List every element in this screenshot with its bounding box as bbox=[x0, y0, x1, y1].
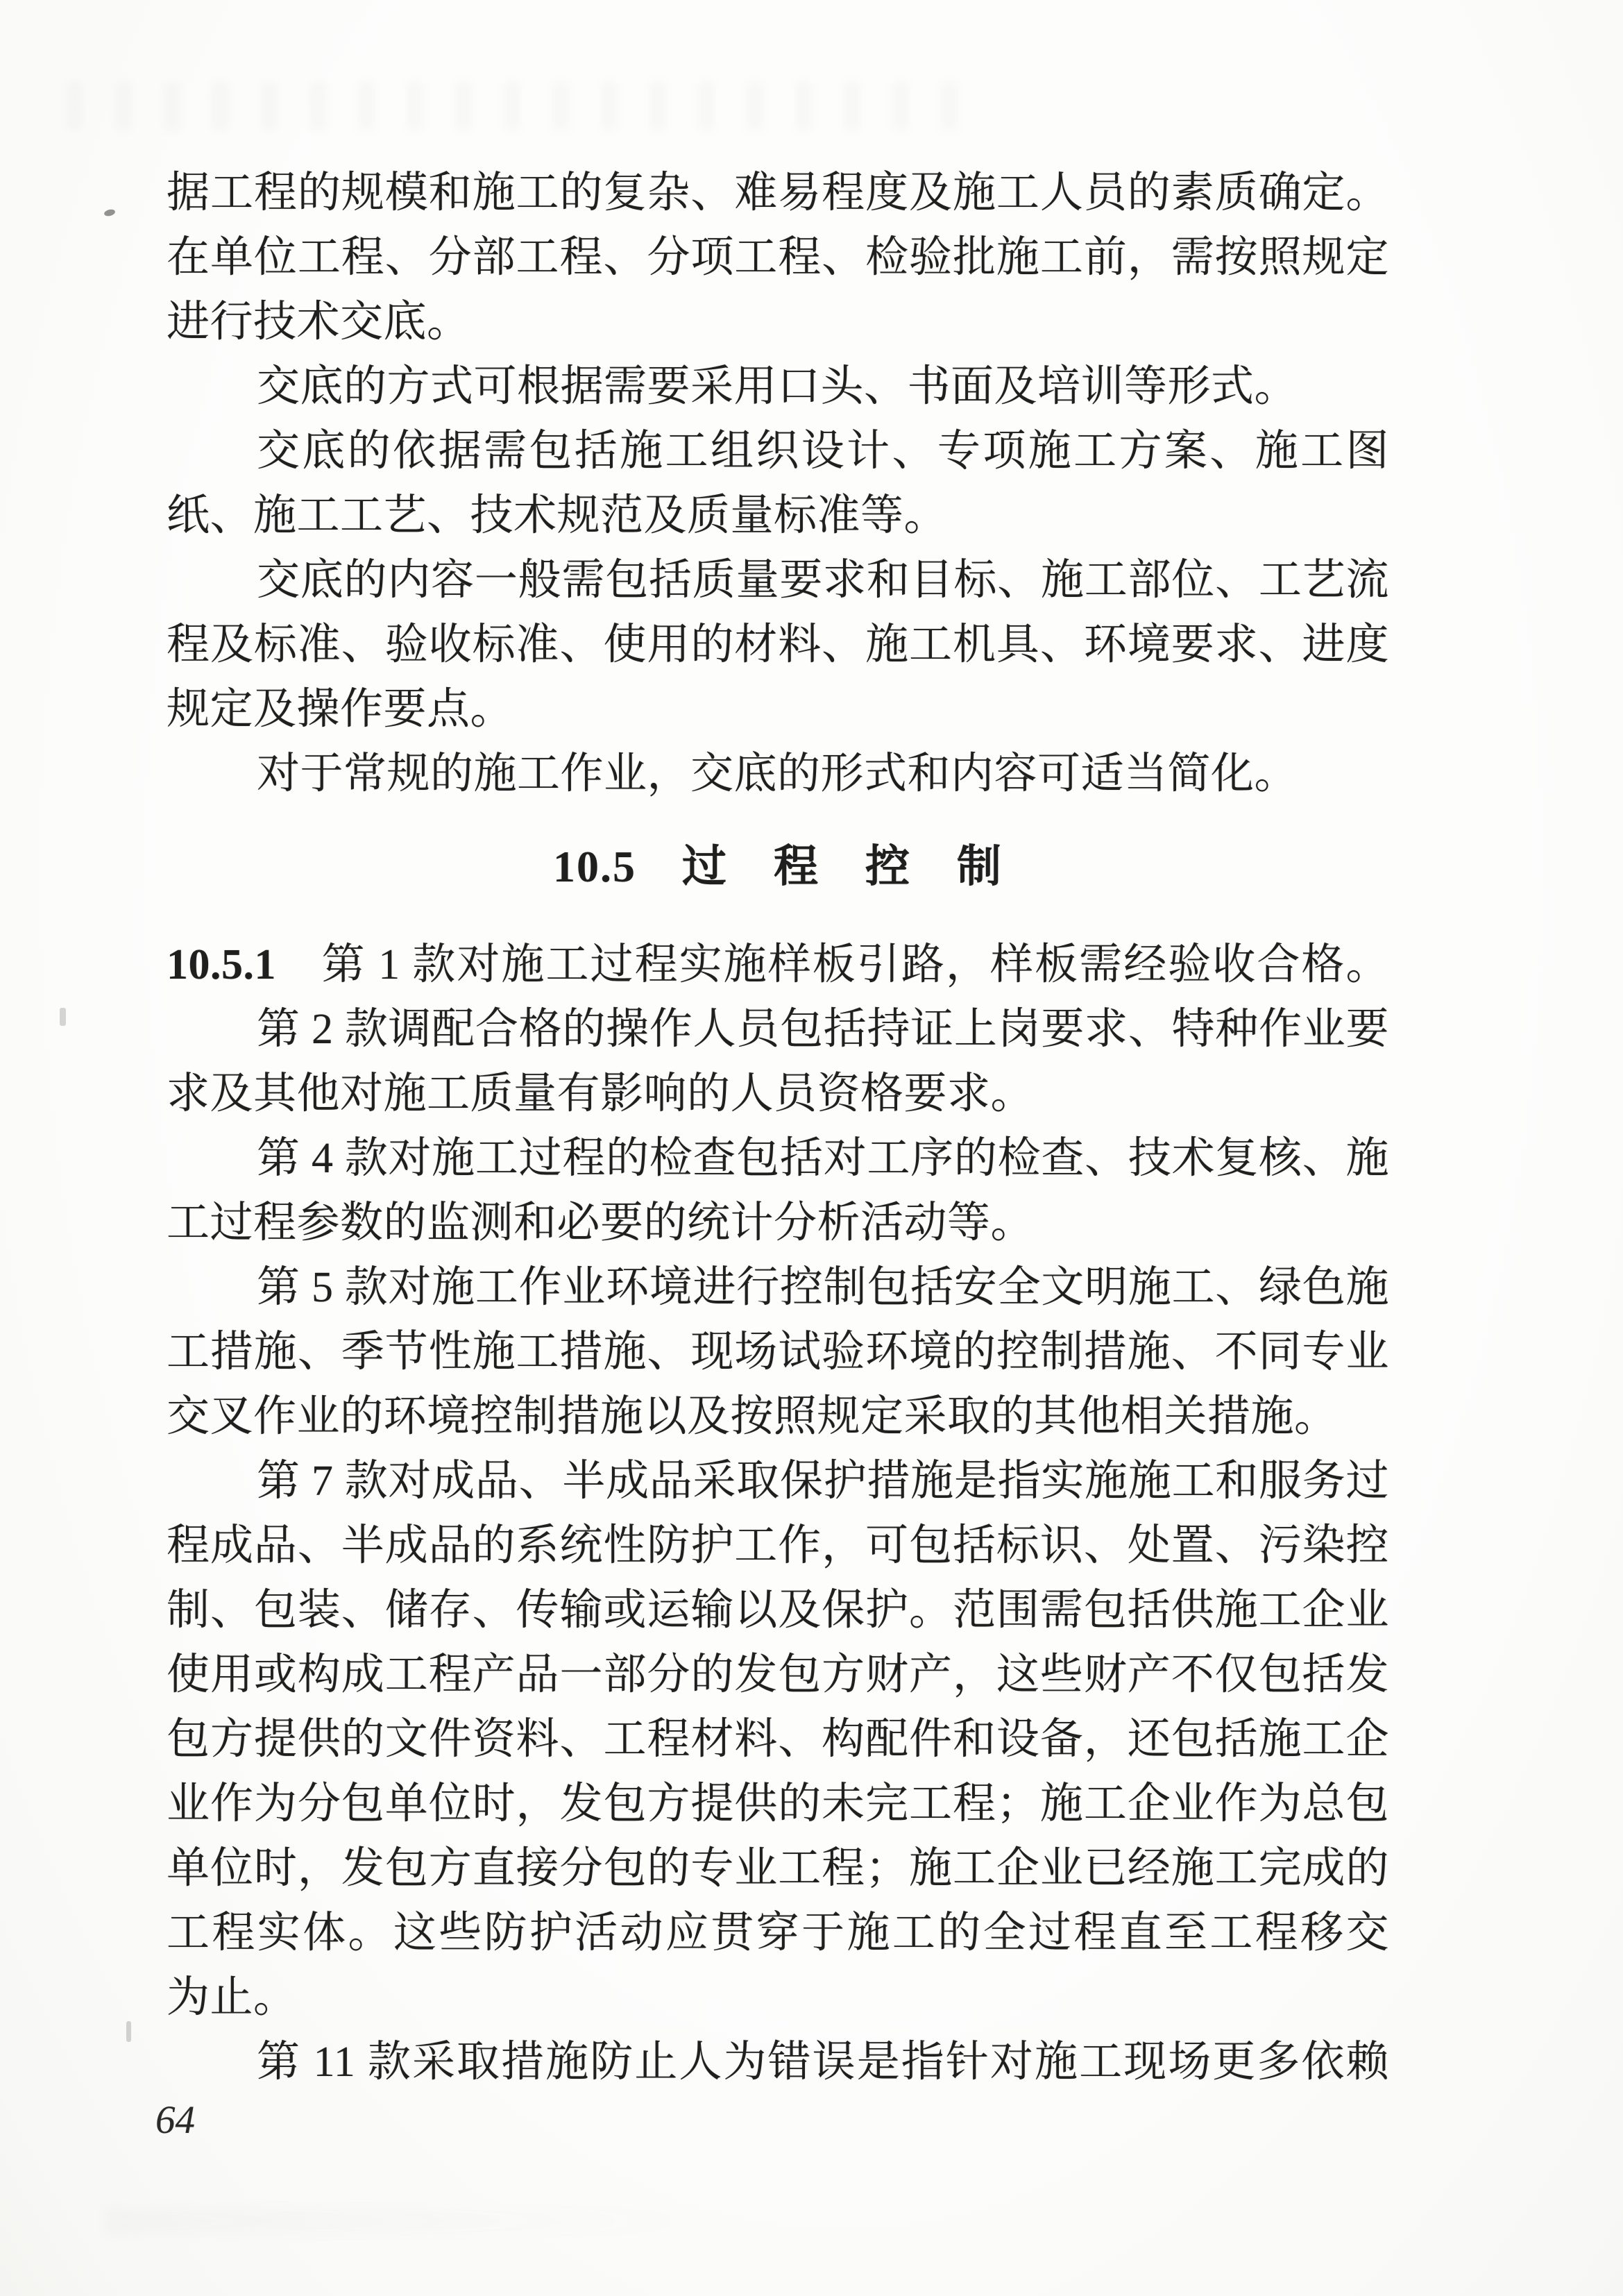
text-line bbox=[167, 1966, 1389, 2030]
text-line bbox=[167, 997, 1389, 1062]
text-line bbox=[167, 1191, 1389, 1256]
text-line bbox=[167, 1578, 1389, 1643]
text-line bbox=[167, 1901, 1389, 1966]
text-line bbox=[167, 1449, 1389, 1514]
line-text: 程成品、半成品的系统性防护工作，可包括标识、处置、污染控 bbox=[167, 1522, 1389, 1569]
page-body bbox=[167, 161, 1389, 2095]
line-text: 制、包装、储存、传输或运输以及保护。范围需包括供施工企业 bbox=[167, 1587, 1389, 1634]
line-text: 交底的依据需包括施工组织设计、专项施工方案、施工图 bbox=[257, 428, 1389, 475]
line-text: 求及其他对施工质量有影响的人员资格要求。 bbox=[167, 1070, 1035, 1117]
text-line bbox=[167, 1514, 1389, 1578]
text-line bbox=[167, 834, 1389, 899]
line-text: 业作为分包单位时，发包方提供的未完工程；施工企业作为总包 bbox=[167, 1780, 1389, 1827]
text-line bbox=[167, 933, 1389, 997]
text-line bbox=[167, 484, 1389, 548]
text-line bbox=[167, 2030, 1389, 2095]
scan-artifact bbox=[103, 208, 116, 217]
text-line bbox=[167, 677, 1389, 742]
line-text: 工程实体。这些防护活动应贯穿于施工的全过程直至工程移交 bbox=[167, 1909, 1389, 1957]
line-text: 第 7 款对成品、半成品采取保护措施是指实施施工和服务过 bbox=[257, 1458, 1389, 1505]
text-line bbox=[167, 290, 1389, 355]
text-line bbox=[167, 161, 1389, 226]
line-text: 交叉作业的环境控制措施以及按照规定采取的其他相关措施。 bbox=[167, 1393, 1338, 1440]
text-line bbox=[167, 1385, 1389, 1449]
line-text: 第 2 款调配合格的操作人员包括持证上岗要求、特种作业要 bbox=[257, 1006, 1389, 1053]
scan-artifact bbox=[60, 1008, 66, 1026]
line-text: 单位时，发包方直接分包的专业工程；施工企业已经施工完成的 bbox=[167, 1845, 1389, 1892]
line-text: 使用或构成工程产品一部分的发包方财产，这些财产不仅包括发 bbox=[167, 1651, 1389, 1698]
text-line bbox=[167, 1837, 1389, 1901]
clause-number: 10.5.1 bbox=[167, 941, 276, 988]
line-text: 交底的方式可根据需要采用口头、书面及培训等形式。 bbox=[257, 363, 1298, 410]
line-text: 第 4 款对施工过程的检查包括对工序的检查、技术复核、施 bbox=[257, 1135, 1389, 1182]
text-line bbox=[167, 226, 1389, 290]
line-text: 10.5 过 程 控 制 bbox=[553, 842, 1003, 891]
text-line bbox=[167, 419, 1389, 484]
line-text: 包方提供的文件资料、工程材料、构配件和设备，还包括施工企 bbox=[167, 1716, 1389, 1763]
text-line bbox=[167, 1320, 1389, 1385]
text-line bbox=[167, 742, 1389, 807]
text-line bbox=[167, 1643, 1389, 1707]
text-line bbox=[167, 1772, 1389, 1837]
text-line bbox=[167, 613, 1389, 677]
text-line bbox=[167, 1126, 1389, 1191]
text-line bbox=[167, 355, 1389, 419]
scan-artifact bbox=[126, 2021, 131, 2042]
line-text: 规定及操作要点。 bbox=[167, 686, 514, 733]
line-text: 工过程参数的监测和必要的统计分析活动等。 bbox=[167, 1199, 1035, 1247]
text-line bbox=[167, 548, 1389, 613]
scan-artifact bbox=[67, 82, 983, 130]
text-line bbox=[167, 1256, 1389, 1320]
line-text: 程及标准、验收标准、使用的材料、施工机具、环境要求、进度 bbox=[167, 621, 1389, 668]
line-text: 第 5 款对施工作业环境进行控制包括安全文明施工、绿色施 bbox=[257, 1264, 1389, 1311]
line-text: 为止。 bbox=[167, 1974, 297, 2021]
line-text: 对于常规的施工作业，交底的形式和内容可适当简化。 bbox=[257, 750, 1298, 797]
page-number: 64 bbox=[155, 2098, 195, 2142]
line-text: 工措施、季节性施工措施、现场试验环境的控制措施、不同专业 bbox=[167, 1328, 1389, 1376]
line-text: 第 1 款对施工过程实施样板引路，样板需经验收合格。 bbox=[276, 941, 1389, 988]
line-text: 进行技术交底。 bbox=[167, 298, 470, 346]
line-text: 在单位工程、分部工程、分项工程、检验批施工前，需按照规定 bbox=[167, 234, 1389, 281]
scan-artifact bbox=[104, 2207, 729, 2235]
line-text: 纸、施工工艺、技术规范及质量标准等。 bbox=[167, 492, 948, 539]
line-text: 交底的内容一般需包括质量要求和目标、施工部位、工艺流 bbox=[257, 557, 1389, 604]
text-line bbox=[167, 1062, 1389, 1126]
text-line bbox=[167, 1707, 1389, 1772]
line-text: 据工程的规模和施工的复杂、难易程度及施工人员的素质确定。 bbox=[167, 169, 1389, 217]
line-text: 第 11 款采取措施防止人为错误是指针对施工现场更多依赖 bbox=[257, 2038, 1389, 2086]
